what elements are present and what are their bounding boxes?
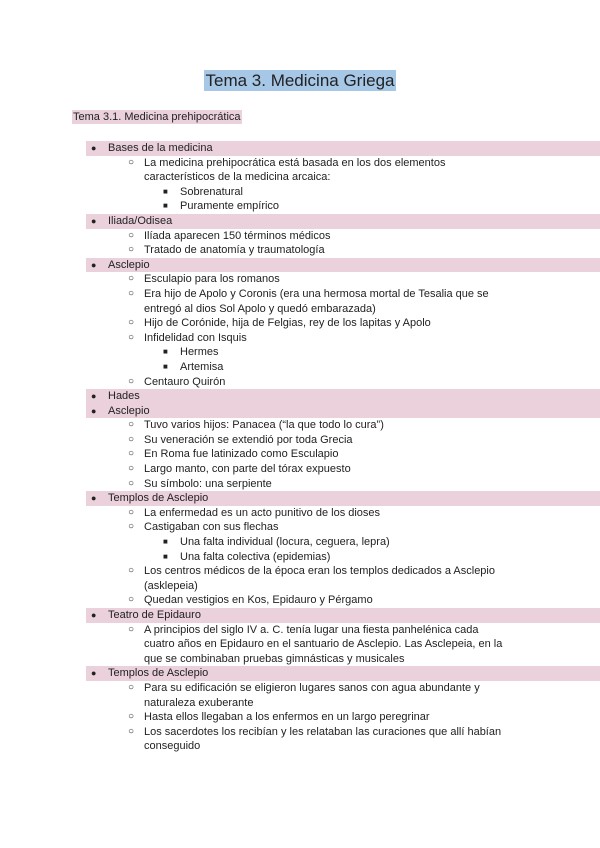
outline-item-text: Quedan vestigios en Kos, Epidauro y Pérgamo <box>144 594 373 607</box>
square-bullet-icon: ■ <box>163 361 168 371</box>
outline-list <box>0 141 600 754</box>
outline-item-text: Sobrenatural <box>180 185 243 198</box>
outline-item-level3 <box>0 345 600 360</box>
outline-item-level2 <box>0 681 600 710</box>
filled-circle-bullet-icon: ● <box>91 405 97 416</box>
hollow-circle-bullet-icon: ○ <box>128 433 135 445</box>
document-title-text: Tema 3. Medicina Griega <box>205 71 395 90</box>
outline-item-level2 <box>0 520 600 535</box>
hollow-circle-bullet-icon: ○ <box>128 463 135 475</box>
outline-item-level2 <box>0 593 600 608</box>
outline-item-text: Puramente empírico <box>180 200 280 213</box>
filled-circle-bullet-icon: ● <box>91 391 97 402</box>
outline-item-level1 <box>0 389 600 404</box>
outline-item-text: Asclepio <box>108 258 150 271</box>
outline-item-text: Hermes <box>180 346 219 359</box>
hollow-circle-bullet-icon: ○ <box>128 565 135 577</box>
outline-item-level2 <box>0 331 600 346</box>
outline-item-text: Infidelidad con Isquis <box>144 331 247 344</box>
outline-item-text: Los centros médicos de la época eran los templos dedicados a Asclepio (asklepeia) <box>144 565 495 592</box>
outline-item-text: Ilíada aparecen 150 términos médicos <box>144 229 331 242</box>
hollow-circle-bullet-icon: ○ <box>128 317 135 329</box>
outline-item-text: Templos de Asclepio <box>108 667 209 680</box>
outline-item-level3 <box>0 535 600 550</box>
outline-item-level3 <box>0 360 600 375</box>
hollow-circle-bullet-icon: ○ <box>128 419 135 431</box>
outline-item-text: Teatro de Epidauro <box>108 609 201 621</box>
outline-item-text: Templos de Asclepio <box>108 492 209 505</box>
outline-item-level2 <box>0 506 600 521</box>
outline-item-text: A principios del siglo IV a. C. tenía lugar una fiesta panhelénica cada cuatro años en Epidauro en el santuario de Asclepio. Las Asclepeia, en la que se combinaban pruebas gimnásticas y musicales <box>144 623 503 665</box>
outline-item-text: Hasta ellos llegaban a los enfermos en un largo peregrinar <box>144 711 430 724</box>
section-heading-text: Tema 3.1. Medicina prehipocrática <box>73 111 241 123</box>
outline-item-level3 <box>0 550 600 565</box>
outline-item-text: Era hijo de Apolo y Coronis (era una hermosa mortal de Tesalia que se entregó al dios Sol Apolo y quedó embarazada) <box>144 287 489 315</box>
outline-item-level2 <box>0 418 600 433</box>
hollow-circle-bullet-icon: ○ <box>128 594 135 606</box>
outline-item-level1 <box>0 491 600 506</box>
filled-circle-bullet-icon: ● <box>91 493 97 504</box>
filled-circle-bullet-icon: ● <box>91 215 97 226</box>
filled-circle-bullet-icon: ● <box>91 143 97 153</box>
outline-item-level2 <box>0 287 600 316</box>
outline-item-level2 <box>0 229 600 244</box>
outline-item-level1 <box>0 214 600 229</box>
outline-item-level2 <box>0 462 600 477</box>
outline-item-level2 <box>0 710 600 725</box>
outline-item-level2 <box>0 243 600 258</box>
outline-item-text: Centauro Quirón <box>144 375 226 388</box>
outline-item-text: Su símbolo: una serpiente <box>144 477 272 490</box>
outline-item-text: Hijo de Corónide, hija de Felgias, rey de los lapitas y Apolo <box>144 317 431 330</box>
outline-item-text: Tuvo varios hijos: Panacea (“la que todo lo cura”) <box>144 419 384 432</box>
hollow-circle-bullet-icon: ○ <box>128 287 135 299</box>
outline-item-text: Bases de la medicina <box>108 142 213 154</box>
hollow-circle-bullet-icon: ○ <box>128 681 135 693</box>
outline-item-text: Una falta individual (locura, ceguera, lepra) <box>180 536 390 549</box>
outline-item-text: La medicina prehipocrática está basada en los dos elementos característicos de la medicina arcaica: <box>144 156 446 184</box>
filled-circle-bullet-icon: ● <box>91 259 97 270</box>
hollow-circle-bullet-icon: ○ <box>128 725 135 737</box>
square-bullet-icon: ■ <box>163 551 168 561</box>
outline-item-level1 <box>0 608 600 623</box>
outline-item-text: Una falta colectiva (epidemias) <box>180 550 331 563</box>
outline-item-level3 <box>0 199 600 214</box>
filled-circle-bullet-icon: ● <box>91 610 97 620</box>
outline-item-text: Largo manto, con parte del tórax expuesto <box>144 463 351 476</box>
outline-item-level1 <box>0 404 600 419</box>
hollow-circle-bullet-icon: ○ <box>128 273 135 285</box>
outline-item-text: Los sacerdotes los recibían y les relataban las curaciones que allí habían conseguido <box>144 725 502 753</box>
outline-item-level2 <box>0 433 600 448</box>
hollow-circle-bullet-icon: ○ <box>128 711 135 723</box>
square-bullet-icon: ■ <box>163 186 168 196</box>
hollow-circle-bullet-icon: ○ <box>128 477 135 489</box>
outline-item-text: Tratado de anatomía y traumatología <box>144 244 325 257</box>
outline-item-level2 <box>0 375 600 390</box>
hollow-circle-bullet-icon: ○ <box>128 448 135 460</box>
outline-item-level3 <box>0 185 600 200</box>
outline-item-level2 <box>0 316 600 331</box>
section-heading <box>72 111 242 123</box>
hollow-circle-bullet-icon: ○ <box>128 229 135 241</box>
outline-item-text: La enfermedad es un acto punitivo de los dioses <box>144 506 381 519</box>
outline-item-text: Hades <box>108 390 140 403</box>
outline-item-level2 <box>0 477 600 492</box>
outline-item-text: Esculapio para los romanos <box>144 273 280 286</box>
square-bullet-icon: ■ <box>163 347 168 357</box>
hollow-circle-bullet-icon: ○ <box>128 156 135 168</box>
hollow-circle-bullet-icon: ○ <box>128 506 135 518</box>
hollow-circle-bullet-icon: ○ <box>128 623 135 635</box>
outline-item-text: Artemisa <box>180 360 224 373</box>
outline-item-level2 <box>0 623 600 667</box>
outline-item-level1 <box>0 666 600 681</box>
filled-circle-bullet-icon: ● <box>91 668 97 679</box>
outline-item-text: Su veneración se extendió por toda Grecia <box>144 433 353 446</box>
square-bullet-icon: ■ <box>163 201 168 211</box>
outline-item-text: Asclepio <box>108 404 150 417</box>
hollow-circle-bullet-icon: ○ <box>128 521 135 533</box>
outline-item-text: Iliada/Odisea <box>108 214 173 227</box>
outline-item-text: Castigaban con sus flechas <box>144 521 279 534</box>
hollow-circle-bullet-icon: ○ <box>128 331 135 343</box>
outline-item-text: Para su edificación se eligieron lugares sanos con agua abundante y naturaleza exuberante <box>144 681 480 709</box>
outline-item-level2 <box>0 272 600 287</box>
outline-item-level2 <box>0 564 600 593</box>
outline-item-level2 <box>0 156 600 185</box>
outline-item-text: En Roma fue latinizado como Esculapio <box>144 448 339 461</box>
outline-item-level1 <box>0 141 600 156</box>
square-bullet-icon: ■ <box>163 537 168 547</box>
outline-item-level2 <box>0 447 600 462</box>
document-title <box>0 71 600 91</box>
hollow-circle-bullet-icon: ○ <box>128 375 135 387</box>
outline-item-level1 <box>0 258 600 273</box>
hollow-circle-bullet-icon: ○ <box>128 244 135 256</box>
outline-item-level2 <box>0 725 600 754</box>
